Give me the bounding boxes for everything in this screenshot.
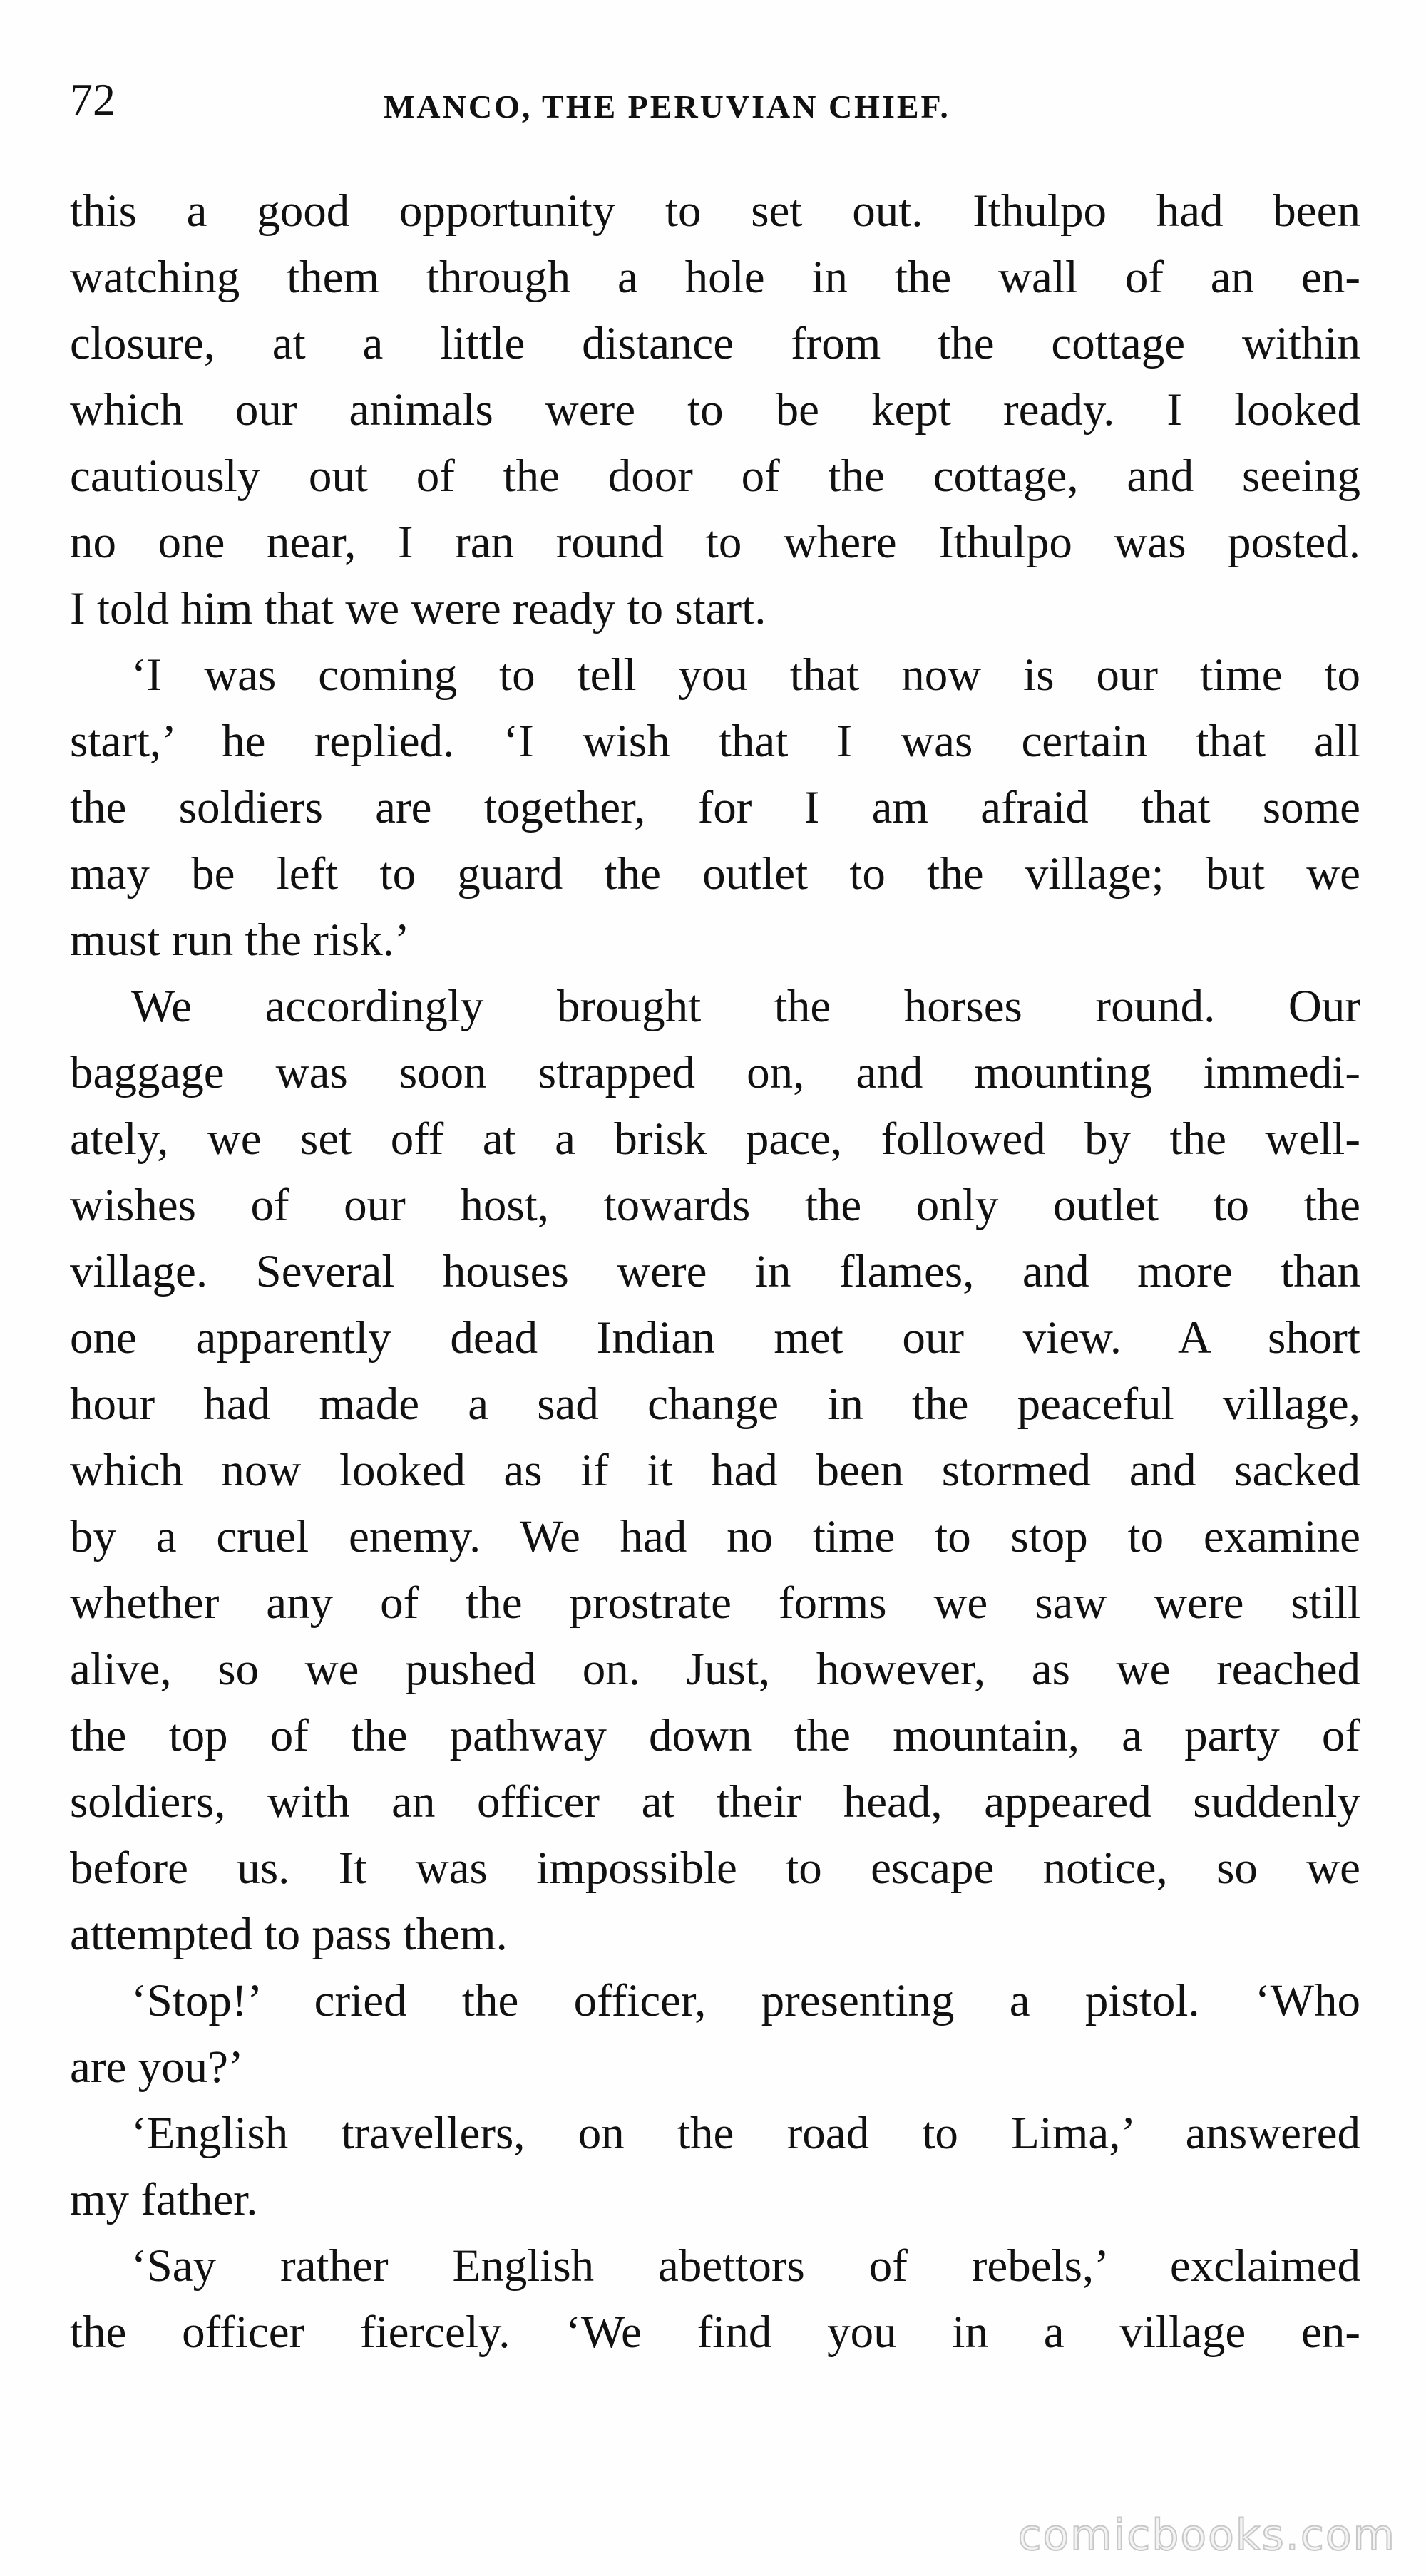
text-line: must run the risk.’ xyxy=(70,915,410,966)
text-line: this a good opportunity to set out. Ithulpo had been xyxy=(70,185,1360,237)
text-line: I told him that we were ready to start. xyxy=(70,583,766,634)
text-line: ‘Stop!’ cried the officer, presenting a pistol. ‘Who xyxy=(131,1975,1360,2026)
page-header xyxy=(70,68,1359,132)
text-line: ‘English travellers, on the road to Lima,’ answered xyxy=(131,2108,1360,2159)
text-line: my father. xyxy=(70,2174,258,2225)
text-line: may be left to guard the outlet to the village; but we xyxy=(70,848,1360,900)
text-line: which our animals were to be kept ready. I looked xyxy=(70,384,1360,436)
text-line: ‘Say rather English abettors of rebels,’ exclaimed xyxy=(131,2240,1360,2292)
text-line: the officer fiercely. ‘We find you in a village en- xyxy=(70,2307,1360,2358)
text-line: whether any of the prostrate forms we saw were still xyxy=(70,1577,1360,1629)
text-line: cautiously out of the door of the cottage, and seeing xyxy=(70,450,1360,502)
text-line: ‘I was coming to tell you that now is our time to xyxy=(131,649,1360,701)
text-line: are you?’ xyxy=(70,2041,244,2093)
text-line: We accordingly brought the horses round. Our xyxy=(131,981,1360,1032)
text-line: before us. It was impossible to escape notice, so we xyxy=(70,1843,1360,1894)
text-line: watching them through a hole in the wall of an en- xyxy=(70,252,1360,303)
watermark: comicbooks.com xyxy=(1017,2510,1396,2560)
text-line: the soldiers are together, for I am afraid that some xyxy=(70,782,1360,833)
text-line: alive, so we pushed on. Just, however, as we reached xyxy=(70,1644,1360,1695)
text-line: ately, we set off at a brisk pace, followed by the well- xyxy=(70,1113,1360,1165)
page-number: 72 xyxy=(70,74,116,125)
text-line: no one near, I ran round to where Ithulpo was posted. xyxy=(70,517,1360,568)
text-line: start,’ he replied. ‘I wish that I was certain that all xyxy=(70,716,1360,767)
text-line: soldiers, with an officer at their head, appeared suddenly xyxy=(70,1776,1360,1828)
body-text xyxy=(70,178,1360,2366)
text-line: attempted to pass them. xyxy=(70,1909,508,1960)
text-line: hour had made a sad change in the peaceful village, xyxy=(70,1379,1360,1430)
text-line: wishes of our host, towards the only outlet to the xyxy=(70,1180,1360,1231)
text-line: the top of the pathway down the mountain, a party of xyxy=(70,1710,1360,1761)
text-line: village. Several houses were in flames, and more than xyxy=(70,1246,1360,1297)
running-head: MANCO, THE PERUVIAN CHIEF. xyxy=(384,88,950,125)
text-line: which now looked as if it had been stormed and sacked xyxy=(70,1445,1360,1496)
text-line: one apparently dead Indian met our view. A short xyxy=(70,1312,1360,1364)
text-line: by a cruel enemy. We had no time to stop to examine xyxy=(70,1511,1360,1562)
text-line: baggage was soon strapped on, and mounting immedi- xyxy=(70,1047,1360,1098)
text-line: closure, at a little distance from the cottage within xyxy=(70,318,1360,369)
